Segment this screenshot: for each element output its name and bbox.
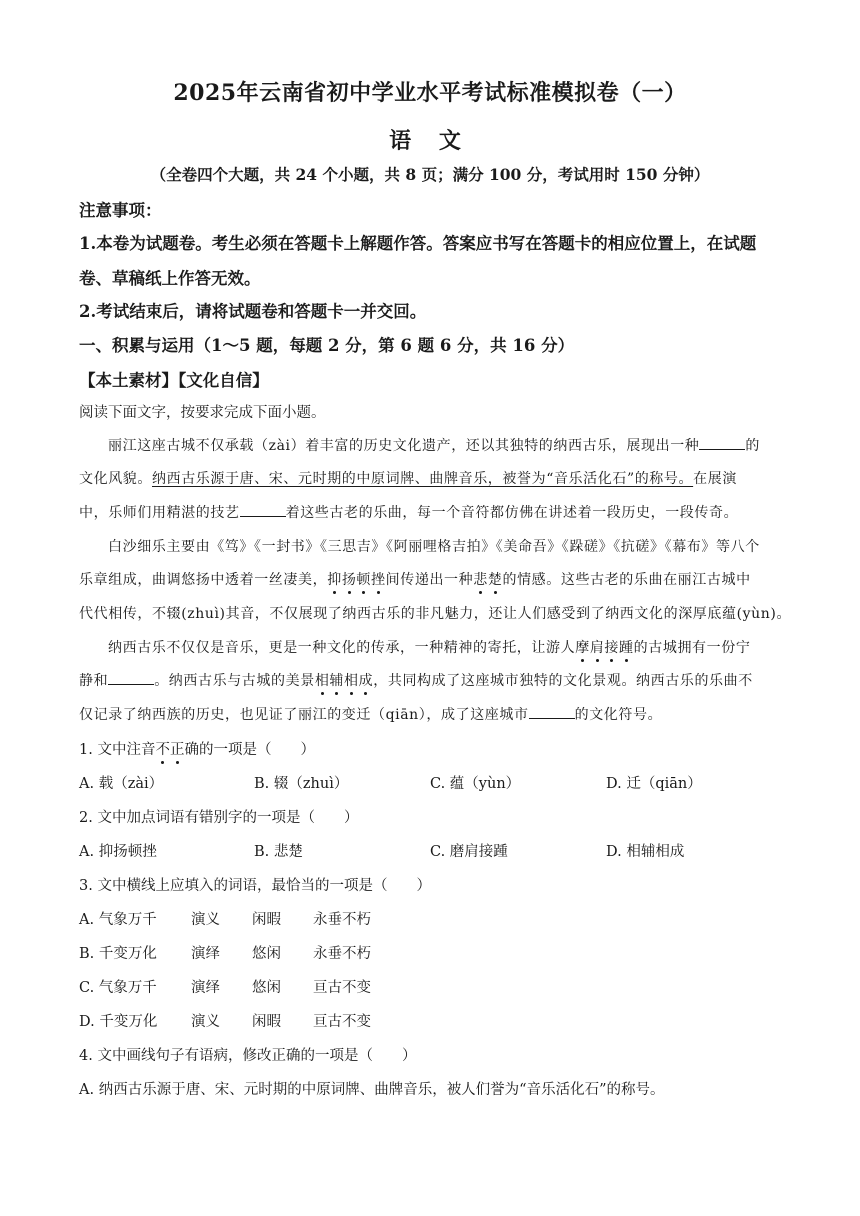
passage-p3-line-3: 仅记录了纳西族的历史，也见证了丽江的变迁（qiān），成了这座城市 的文化符号。: [79, 704, 800, 724]
dotted-word-2: [473, 572, 502, 588]
question-1-stem: 1. 文中注音不正确的一项是（ ）: [79, 738, 800, 759]
dotted-char: 辅: [329, 670, 344, 690]
dotted-char: 扬: [342, 569, 357, 589]
dotted-char: 肩: [590, 637, 605, 657]
question-3-option-b[interactable]: B. 千变万化 演绎 悠闲 永垂不朽: [79, 946, 371, 962]
question-1-dotted: [155, 742, 184, 758]
dotted-char: 成: [359, 670, 374, 690]
question-2-option-b[interactable]: B. 悲楚: [254, 844, 303, 860]
dotted-char: 相: [315, 670, 330, 690]
answer-blank-3: [108, 670, 154, 685]
note-item-1-line-1: 1.本卷为试题卷。考生必须在答题卡上解题作答。答案应书写在答题卡的相应位置上，在试题: [79, 234, 757, 253]
note-item-2: 2.考试结束后，请将试题卷和答题卡一并交回。: [79, 302, 427, 321]
question-2-stem: 2. 文中加点词语有错别字的一项是（ ）: [79, 810, 359, 826]
underlined-sentence: 纳西古乐源于唐、宋、元时期的中原词牌、曲牌音乐，被誉为“音乐活化石”的称号。: [152, 471, 694, 487]
dotted-char: 正: [170, 738, 185, 759]
dotted-word-1: [327, 572, 385, 588]
passage-p1-line-2: 文化风貌。纳西古乐源于唐、宋、元时期的中原词牌、曲牌音乐，被誉为“音乐活化石”的称号。在展演: [79, 471, 737, 487]
question-2-option-d[interactable]: D. 相辅相成: [606, 844, 685, 860]
dotted-char: 抑: [327, 569, 342, 589]
passage-p1-line-1: 丽江这座古城不仅承载（zài）着丰富的历史文化遗产，还以其独特的纳西古乐，展现出一种 的: [108, 435, 800, 455]
question-1-option-d[interactable]: D. 迁（qiān）: [606, 776, 702, 792]
question-1-option-b[interactable]: B. 辍（zhuì）: [254, 776, 349, 792]
subject-title: 语 文: [389, 128, 471, 154]
question-1-option-a[interactable]: A. 载（zài）: [79, 776, 164, 792]
question-2-option-c[interactable]: C. 磨肩接踵: [430, 844, 508, 860]
question-4-option-a[interactable]: A. 纳西古乐源于唐、宋、元时期的中原词牌、曲牌音乐，被人们誉为“音乐活化石”的称号。: [79, 1082, 665, 1098]
question-3-stem: 3. 文中横线上应填入的词语，最恰当的一项是（ ）: [79, 878, 431, 894]
question-3-option-a[interactable]: A. 气象万千 演义 闲暇 永垂不朽: [79, 912, 371, 928]
answer-blank-2: [240, 502, 286, 517]
question-3-option-c[interactable]: C. 气象万千 演绎 悠闲 亘古不变: [79, 980, 371, 996]
exam-scope: （全卷四个大题，共 24 个小题，共 8 页；满分 100 分，考试用时 150 分钟）: [150, 165, 710, 184]
dotted-word-3: [575, 640, 633, 656]
question-2-option-a[interactable]: A. 抑扬顿挫: [79, 844, 157, 860]
notes-heading: 注意事项：: [79, 201, 162, 220]
answer-blank-1: [699, 435, 745, 450]
question-3-option-d[interactable]: D. 千变万化 演义 闲暇 亘古不变: [79, 1014, 371, 1030]
passage-p1-line-3: 中，乐师们用精湛的技艺 着这些古老的乐曲，每一个音符都仿佛在讲述着一段历史，一段传奇。: [79, 502, 800, 522]
question-1-option-c[interactable]: C. 蕴（yùn）: [430, 776, 521, 792]
dotted-char: 悲: [473, 569, 488, 589]
dotted-char: 接: [604, 637, 619, 657]
dotted-char: 踵: [619, 637, 634, 657]
passage-p3-line-1: 纳西古乐不仅仅是音乐，更是一种文化的传承，一种精神的寄托，让游人摩肩接踵的古城拥有一份宁: [108, 637, 800, 657]
question-4-stem: 4. 文中画线句子有语病，修改正确的一项是（ ）: [79, 1048, 417, 1064]
dotted-char: 摩: [575, 637, 590, 657]
dotted-char: 顿: [356, 569, 371, 589]
passage-p2-line-1: 白沙细乐主要由《笃》《一封书》《三思吉》《阿丽哩格吉拍》《美命吾》《跺磋》《抗磋》《幕布》等八个: [108, 539, 760, 555]
answer-blank-4: [529, 704, 575, 719]
dotted-char: 不: [155, 738, 170, 759]
dotted-char: 挫: [371, 569, 386, 589]
note-item-1-line-2: 卷、草稿纸上作答无效。: [79, 269, 261, 288]
passage-p2-line-3: 代代相传，不辍(zhuì)其音，不仅展现了纳西古乐的非凡魅力，还让人们感受到了纳西文化的深厚底蕴(yùn)。: [79, 606, 792, 622]
page-title: 2025年云南省初中学业水平考试标准模拟卷（一）: [173, 80, 687, 106]
dotted-word-4: [315, 673, 373, 689]
passage-p3-line-2: 静和 。纳西古乐与古城的美景相辅相成，共同构成了这座城市独特的文化景观。纳西古乐的乐曲不: [79, 670, 800, 690]
reading-instruction: 阅读下面文字，按要求完成下面小题。: [79, 405, 326, 421]
passage-p2-line-2: 乐章组成，曲调悠扬中透着一丝凄美，抑扬顿挫间传递出一种悲楚的情感。这些古老的乐曲在丽江古城中: [79, 569, 800, 589]
section-1-heading: 一、积累与运用（1～5 题，每题 2 分，第 6 题 6 分，共 16 分）: [79, 336, 575, 355]
dotted-char: 楚: [488, 569, 503, 589]
section-1-tag: 【本土素材】【文化自信】: [79, 371, 269, 390]
dotted-char: 相: [344, 670, 359, 690]
